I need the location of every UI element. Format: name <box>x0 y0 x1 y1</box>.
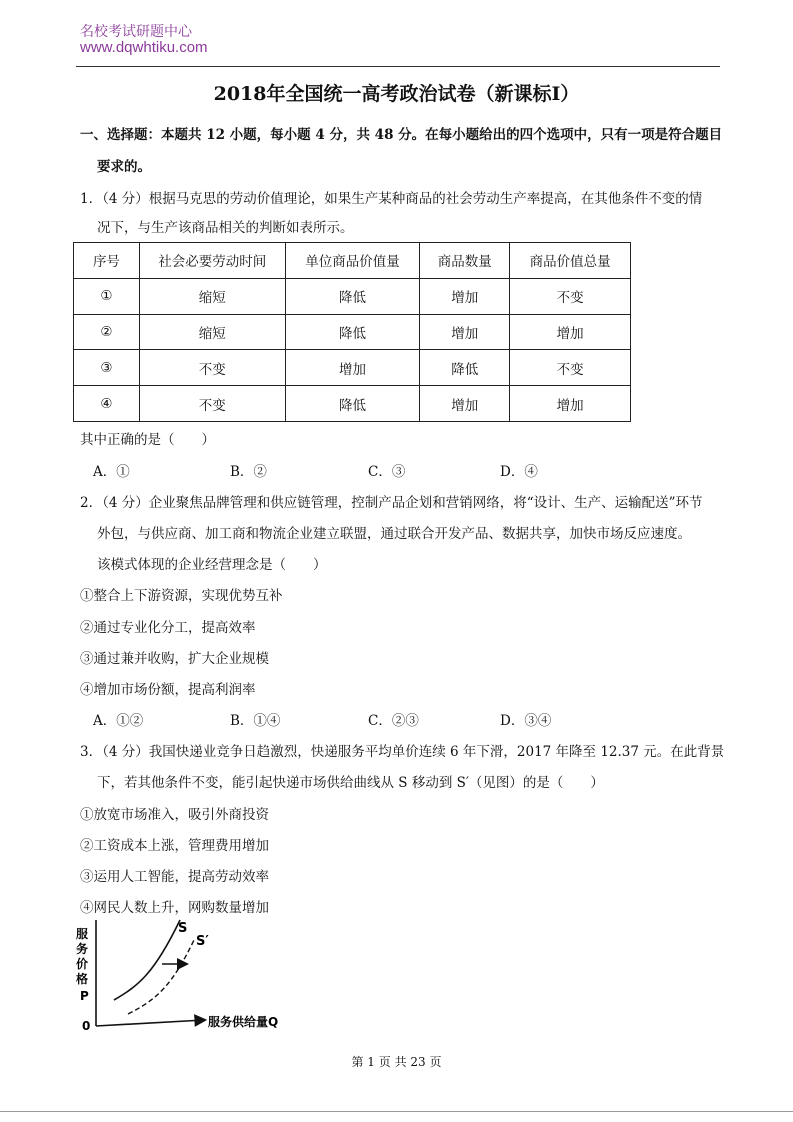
curve-s-label: S <box>178 921 188 936</box>
table-row <box>74 386 631 422</box>
q3-stem-cont: 下，若其他条件不变，能引起快递市场供给曲线从 S 移动到 S′（见图）的是（ ） <box>97 775 604 791</box>
q2-option-d[interactable]: D．③④ <box>500 713 552 729</box>
table-cell: ③ <box>74 350 140 386</box>
table-row <box>74 278 631 314</box>
table-cell: 不变 <box>510 350 631 386</box>
table-header-row <box>74 243 631 279</box>
q1-option-b[interactable]: B．② <box>230 464 267 480</box>
table-cell: 不变 <box>139 386 285 422</box>
table-cell: 降低 <box>420 350 510 386</box>
q1-option-d[interactable]: D．④ <box>500 464 538 480</box>
footer-mid: 页 共 <box>378 1055 407 1069</box>
table-header-cell: 商品数量 <box>420 243 510 279</box>
q2-stem-cont2: 该模式体现的企业经营理念是（ ） <box>97 557 327 573</box>
table-cell: 降低 <box>285 386 420 422</box>
table-cell: 增加 <box>420 278 510 314</box>
supply-curve-s <box>114 920 180 1000</box>
curve-s-prime-label: S′ <box>196 934 209 949</box>
q3-item: ①放宽市场准入，吸引外商投资 <box>80 807 269 823</box>
table-cell: 增加 <box>510 386 631 422</box>
supply-curve-s-prime <box>128 940 194 1014</box>
q2-item: ①整合上下游资源，实现优势互补 <box>80 588 283 604</box>
table-cell: 增加 <box>420 386 510 422</box>
origin-label: 0 <box>82 1019 91 1033</box>
table-cell: ② <box>74 314 140 350</box>
table-cell: ④ <box>74 386 140 422</box>
footer-divider <box>0 1111 793 1112</box>
table-header-cell: 社会必要劳动时间 <box>139 243 285 279</box>
table-cell: 降低 <box>285 278 420 314</box>
q1-option-c[interactable]: C．③ <box>368 464 406 480</box>
y-axis-label: P <box>80 989 89 1003</box>
footer-prefix: 第 <box>351 1055 364 1069</box>
table-cell: 增加 <box>285 350 420 386</box>
page-footer <box>0 1053 793 1070</box>
q2-item: ④增加市场份额，提高利润率 <box>80 682 256 698</box>
table-cell: 不变 <box>139 350 285 386</box>
x-axis-label: 服务供给量Q <box>208 1015 279 1029</box>
header-divider <box>76 66 720 67</box>
q3-stem: 3．（4 分）我国快递业竞争日趋激烈，快递服务平均单价连续 6 年下滑，2017 年降至 12.37 元。在此背景 <box>80 744 725 760</box>
table-cell: 缩短 <box>139 278 285 314</box>
footer-suffix: 页 <box>429 1055 442 1069</box>
section-heading: 一、选择题：本题共 12 小题，每小题 4 分，共 48 分。在每小题给出的四个选项中，只有一项是符合题目 <box>80 127 723 143</box>
q1-table <box>73 242 631 422</box>
q2-option-b[interactable]: B．①④ <box>230 713 281 729</box>
table-header-cell: 单位商品价值量 <box>285 243 420 279</box>
q2-stem-cont: 外包，与供应商、加工商和物流企业建立联盟，通过联合开发产品、数据共享，加快市场反应速度。 <box>97 526 691 542</box>
y-axis-label: 务 <box>76 942 89 956</box>
watermark-url[interactable]: www.dqwhtiku.com <box>80 39 208 56</box>
footer-total-pages: 23 <box>410 1055 426 1069</box>
table-cell: 降低 <box>285 314 420 350</box>
watermark-name: 名校考试研题中心 <box>80 24 192 40</box>
q1-stem-cont: 况下，与生产该商品相关的判断如表所示。 <box>97 220 354 236</box>
section-heading-cont: 要求的。 <box>97 159 151 175</box>
q2-item: ②通过专业化分工，提高效率 <box>80 620 256 636</box>
q1-stem: 1．（4 分）根据马克思的劳动价值理论，如果生产某种商品的社会劳动生产率提高，在其他条件不变的情 <box>80 191 703 207</box>
y-axis-label: 服 <box>76 927 89 941</box>
q1-prompt: 其中正确的是（ ） <box>80 432 215 448</box>
q2-item: ③通过兼并收购，扩大企业规模 <box>80 651 269 667</box>
footer-page-number: 1 <box>367 1055 375 1069</box>
q1-option-a[interactable]: A．① <box>93 464 130 480</box>
x-axis-arrow <box>96 1020 204 1026</box>
q3-item: ④网民人数上升，网购数量增加 <box>80 900 269 916</box>
table-row <box>74 314 631 350</box>
q3-item: ③运用人工智能，提高劳动效率 <box>80 869 269 885</box>
q2-stem: 2．（4 分）企业聚焦品牌管理和供应链管理，控制产品企划和营销网络，将“设计、生产、运输配送”环节 <box>80 495 703 511</box>
q2-option-a[interactable]: A．①② <box>93 713 144 729</box>
q3-item: ②工资成本上涨，管理费用增加 <box>80 838 269 854</box>
table-cell: ① <box>74 278 140 314</box>
table-row <box>74 350 631 386</box>
page-title: 2018年全国统一高考政治试卷（新课标Ⅰ） <box>213 83 580 105</box>
y-axis-label: 格 <box>76 972 89 986</box>
table-cell: 不变 <box>510 278 631 314</box>
table-header-cell: 序号 <box>74 243 140 279</box>
table-header-cell: 商品价值总量 <box>510 243 631 279</box>
supply-shift-graph <box>70 916 310 1038</box>
table-cell: 增加 <box>420 314 510 350</box>
table-cell: 增加 <box>510 314 631 350</box>
y-axis-label: 价 <box>76 957 89 971</box>
q2-option-c[interactable]: C．②③ <box>368 713 419 729</box>
table-cell: 缩短 <box>139 314 285 350</box>
